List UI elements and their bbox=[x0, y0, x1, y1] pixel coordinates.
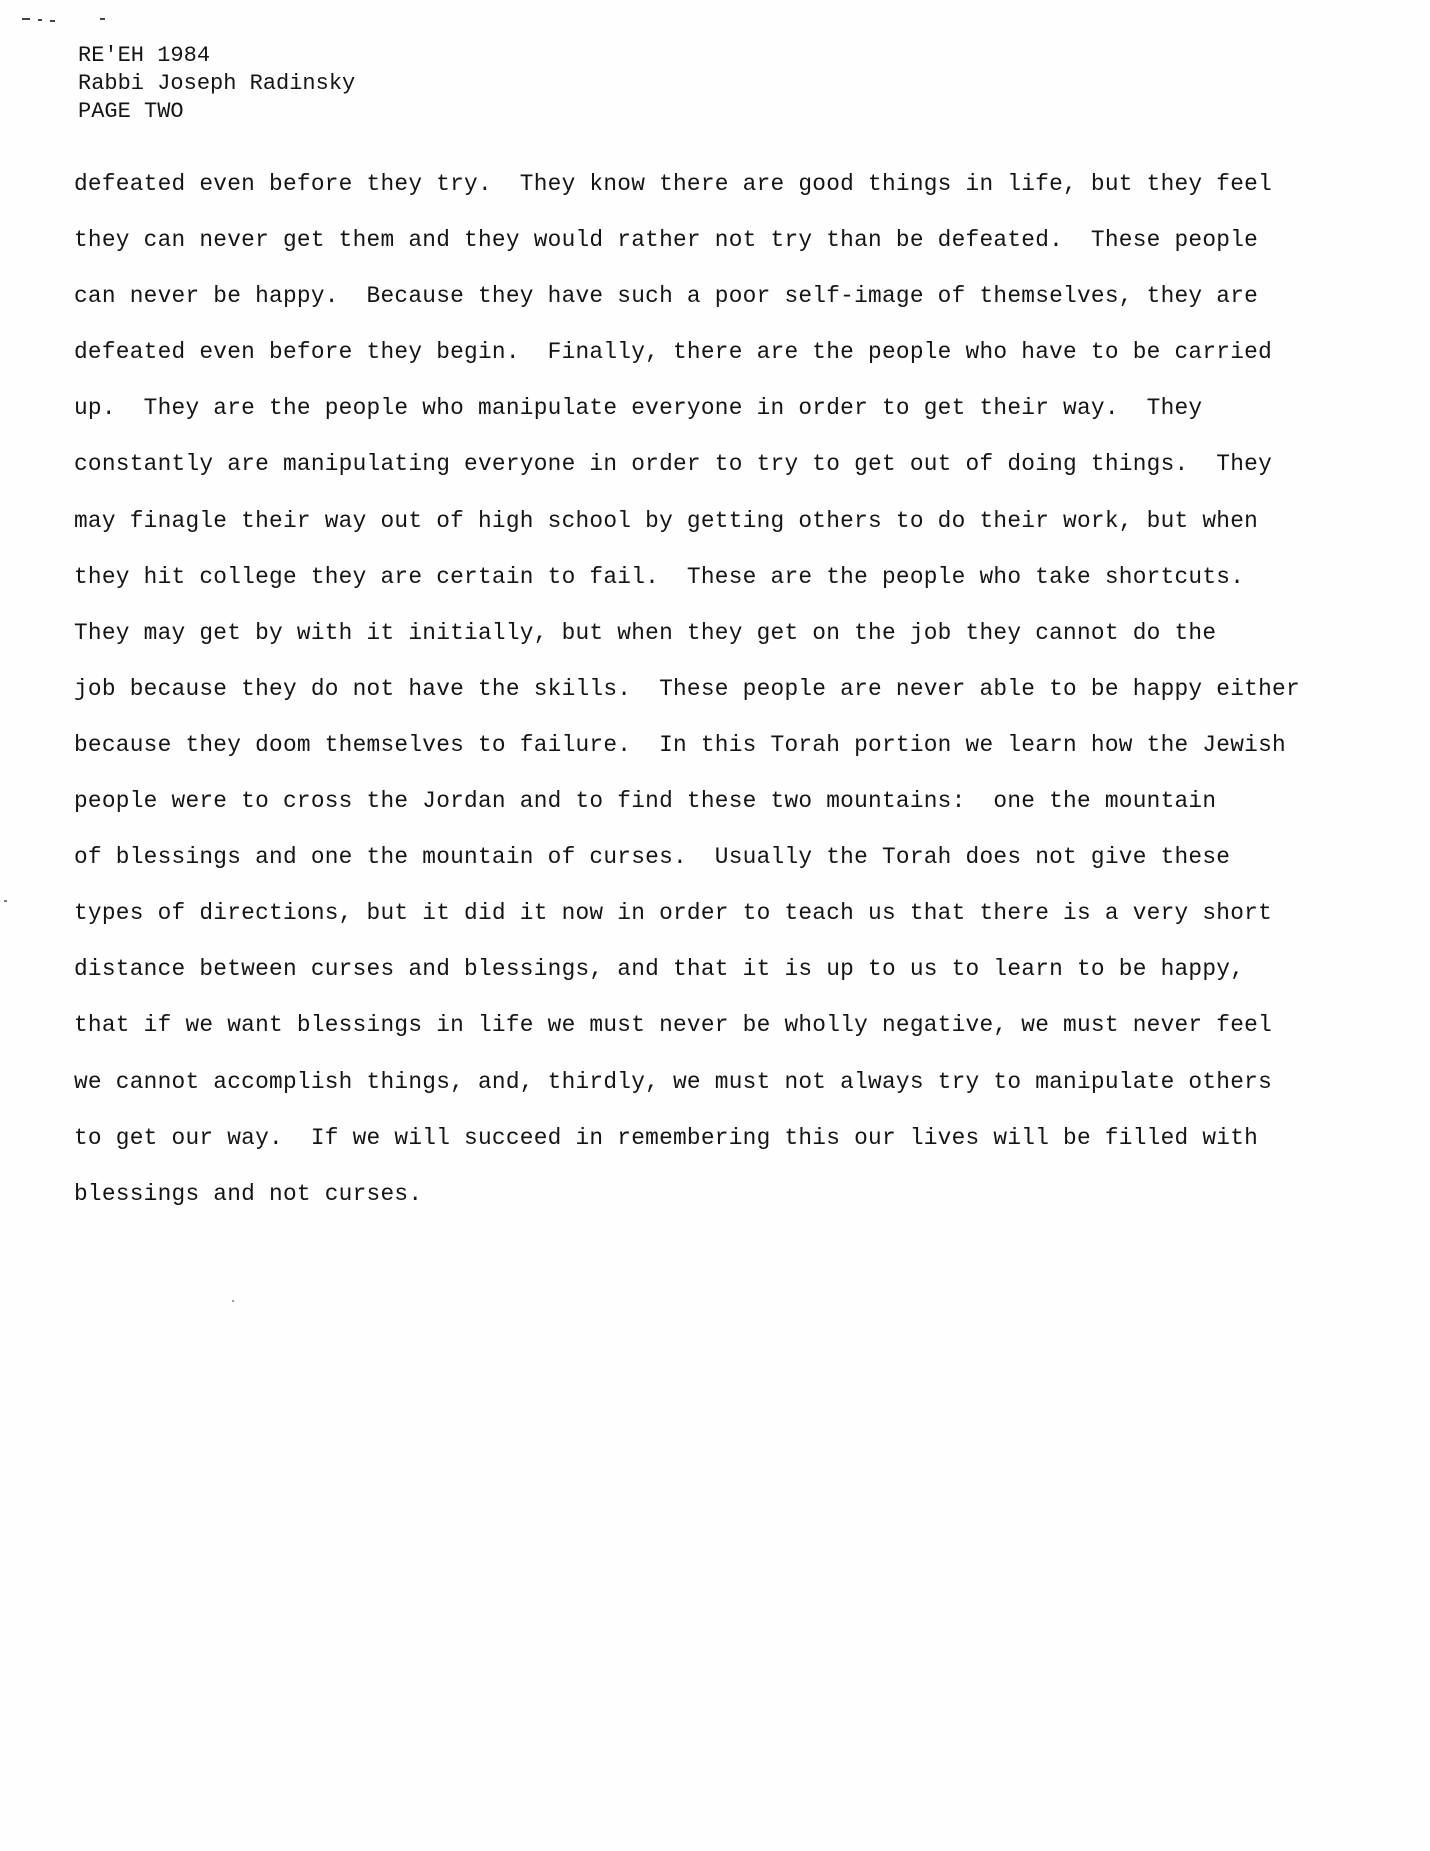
scan-mark bbox=[232, 1300, 234, 1302]
text-line: that if we want blessings in life we must never be wholly negative, we must never feel bbox=[74, 1012, 1273, 1039]
text-line: defeated even before they try. They know there are good things in life, but they feel bbox=[74, 171, 1273, 197]
text-line: types of directions, but it did it now in order to teach us that there is a very short bbox=[74, 900, 1273, 927]
scan-mark bbox=[4, 900, 7, 902]
text-line: because they doom themselves to failure. In this Torah portion we learn how the Jewish bbox=[74, 731, 1286, 758]
header-author: Rabbi Joseph Radinsky bbox=[78, 71, 356, 96]
scan-mark bbox=[22, 18, 30, 20]
body-text bbox=[74, 156, 1394, 1222]
scan-mark bbox=[38, 19, 42, 21]
scan-mark bbox=[50, 20, 55, 22]
text-line: may finagle their way out of high school by getting others to do their work, but when bbox=[74, 507, 1259, 534]
text-line: they hit college they are certain to fail. These are the people who take shortcuts. bbox=[74, 563, 1245, 590]
text-line: defeated even before they begin. Finally, there are the people who have to be carried bbox=[74, 339, 1273, 366]
text-line: to get our way. If we will succeed in remembering this our lives will be filled with bbox=[74, 1124, 1259, 1151]
text-line: of blessings and one the mountain of curses. Usually the Torah does not give these bbox=[74, 844, 1231, 871]
header-page-label: PAGE TWO bbox=[78, 99, 184, 124]
text-line: they can never get them and they would rather not try than be defeated. These people bbox=[74, 227, 1259, 254]
text-line: up. They are the people who manipulate everyone in order to get their way. They bbox=[74, 395, 1203, 422]
document-header bbox=[78, 42, 355, 126]
text-line: blessings and not curses. bbox=[74, 1180, 423, 1207]
text-line: we cannot accomplish things, and, thirdly, we must not always try to manipulate others bbox=[74, 1068, 1273, 1095]
scan-mark bbox=[100, 18, 105, 20]
text-line: people were to cross the Jordan and to find these two mountains: one the mountain bbox=[74, 788, 1217, 815]
text-line: They may get by with it initially, but when they get on the job they cannot do the bbox=[74, 619, 1217, 646]
text-line: constantly are manipulating everyone in order to try to get out of doing things. They bbox=[74, 451, 1273, 478]
text-line: distance between curses and blessings, and that it is up to us to learn to be happy, bbox=[74, 956, 1245, 983]
text-line: job because they do not have the skills. These people are never able to be happy either bbox=[74, 675, 1300, 702]
header-title: RE'EH 1984 bbox=[78, 43, 211, 68]
text-line: can never be happy. Because they have such a poor self-image of themselves, they are bbox=[74, 283, 1259, 310]
